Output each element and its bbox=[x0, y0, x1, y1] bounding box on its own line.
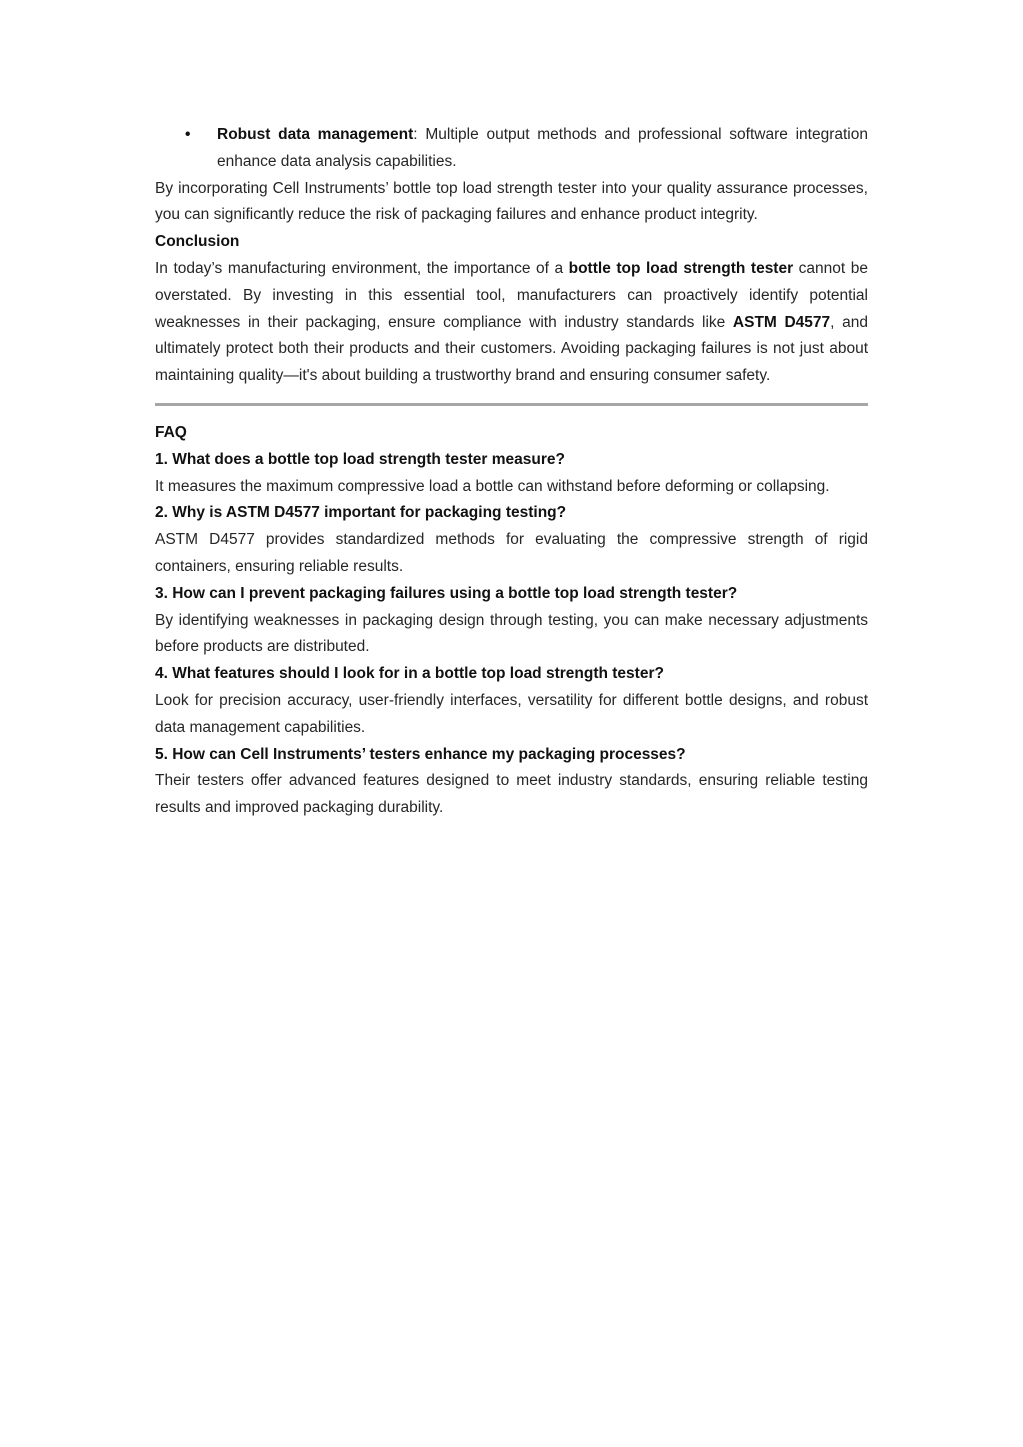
conclusion-text-1: In today’s manufacturing environment, the importance of a bbox=[155, 259, 569, 277]
conclusion-bold-2: ASTM D4577 bbox=[732, 313, 831, 331]
bullet-term: Robust data management bbox=[217, 126, 414, 143]
bullet-text: : Multiple output methods and professional software integration enhance data analysis capabilities. bbox=[217, 126, 868, 170]
faq-answer-4: Look for precision accuracy, user-friendly interfaces, versatility for different bottle designs, and robust data management capabilities. bbox=[155, 691, 868, 736]
conclusion-text-3: , and ultimately protect both their products and their customers. Avoiding packaging failures is not just about maintaining quality—it's about building a trustworthy brand and ensuring consumer safety. bbox=[155, 313, 868, 385]
faq-list bbox=[155, 447, 868, 822]
faq-answer-1: It measures the maximum compressive load a bottle can withstand before deforming or collapsing. bbox=[155, 477, 830, 495]
section-divider bbox=[155, 403, 868, 406]
faq-question-3: 3. How can I prevent packaging failures using a bottle top load strength tester? bbox=[155, 584, 738, 602]
conclusion-heading: Conclusion bbox=[155, 233, 240, 251]
document-page bbox=[155, 122, 868, 822]
faq-question-1: 1. What does a bottle top load strength tester measure? bbox=[155, 450, 565, 468]
bullet-item bbox=[155, 122, 868, 176]
faq-answer-5: Their testers offer advanced features designed to meet industry standards, ensuring reliable testing results and improved packaging durability. bbox=[155, 772, 868, 817]
faq-question-5: 5. How can Cell Instruments’ testers enhance my packaging processes? bbox=[155, 745, 686, 763]
faq-answer-2: ASTM D4577 provides standardized methods for evaluating the compressive strength of rigid containers, ensuring reliable results. bbox=[155, 531, 868, 575]
bullet-dot-icon: • bbox=[185, 126, 191, 143]
conclusion-paragraph bbox=[155, 256, 868, 390]
conclusion-bold-1: bottle top load strength tester bbox=[568, 259, 794, 277]
incorporating-paragraph: By incorporating Cell Instruments’ bottle top load strength tester into your quality assurance processes, you can significantly reduce the risk of packaging failures and enhance product integrity. bbox=[155, 179, 868, 224]
conclusion-text-2: cannot be overstated. By investing in this essential tool, manufacturers can proactively identify potential weaknesses in their packaging, ensure compliance with industry standards like bbox=[155, 259, 868, 331]
faq-question-2: 2. Why is ASTM D4577 important for packaging testing? bbox=[155, 504, 567, 522]
faq-question-4: 4. What features should I look for in a bottle top load strength tester? bbox=[155, 665, 664, 683]
faq-heading: FAQ bbox=[155, 423, 187, 441]
faq-answer-3: By identifying weaknesses in packaging design through testing, you can make necessary adjustments before products are distributed. bbox=[155, 611, 868, 656]
